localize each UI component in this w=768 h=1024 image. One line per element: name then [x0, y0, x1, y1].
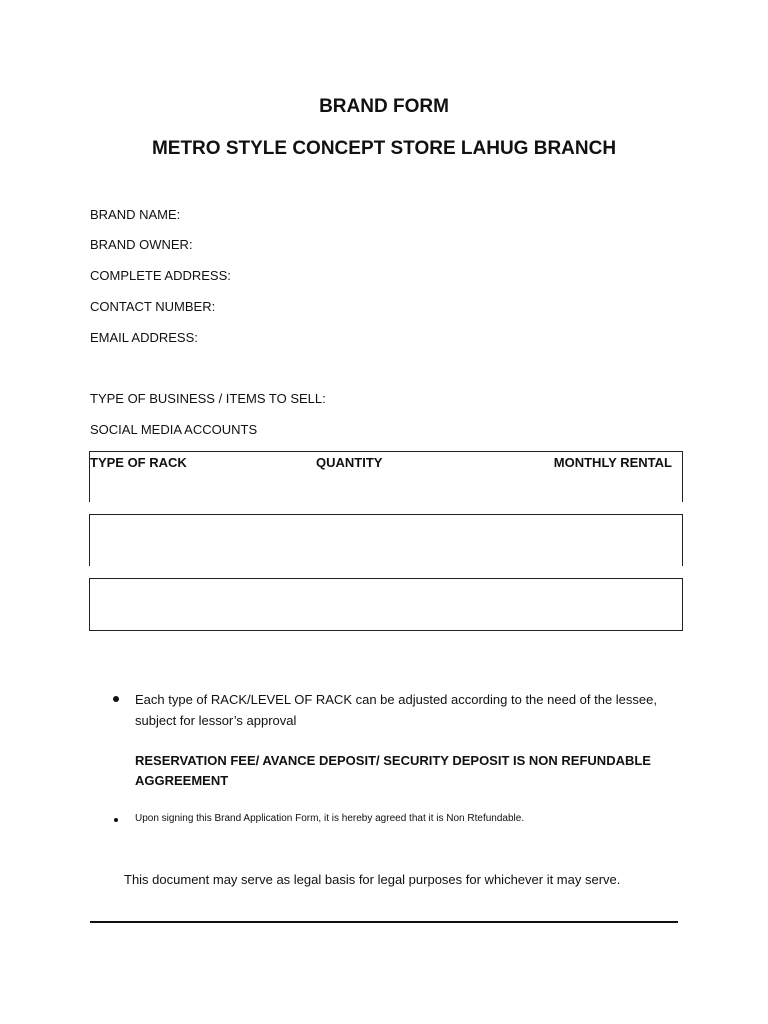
rack-table-row[interactable] — [89, 578, 683, 631]
rack-adjustment-note: Each type of RACK/LEVEL OF RACK can be adjusted according to the need of the lessee, subject for lessor’s approval — [135, 692, 657, 728]
brand-name-field: BRAND NAME: — [90, 207, 181, 222]
column-header-quantity: QUANTITY — [316, 455, 383, 470]
brand-owner-field: BRAND OWNER: — [90, 237, 193, 252]
contact-number-field: CONTACT NUMBER: — [90, 299, 216, 314]
social-media-accounts-field: SOCIAL MEDIA ACCOUNTS — [90, 422, 258, 437]
signing-agreement-note: Upon signing this Brand Application Form, it is hereby agreed that it is Non Rtefundable. — [135, 813, 525, 824]
non-refundable-notice: RESERVATION FEE/ AVANCE DEPOSIT/ SECURITY DEPOSIT IS NON REFUNDABLE AGGREEMENT — [135, 753, 651, 788]
column-header-monthly-rental: MONTHLY RENTAL — [553, 455, 672, 470]
rack-table-row[interactable] — [89, 514, 683, 566]
store-branch-title: METRO STYLE CONCEPT STORE LAHUG BRANCH — [151, 138, 617, 159]
bullet-icon — [114, 818, 118, 822]
column-header-type-of-rack: TYPE OF RACK — [90, 455, 187, 470]
document-title: BRAND FORM — [319, 96, 449, 117]
type-of-business-field: TYPE OF BUSINESS / ITEMS TO SELL: — [90, 391, 326, 406]
signature-line — [90, 921, 678, 923]
email-address-field: EMAIL ADDRESS: — [90, 330, 198, 345]
complete-address-field: COMPLETE ADDRESS: — [90, 268, 231, 283]
bullet-icon — [113, 696, 119, 702]
rack-table-header — [89, 451, 683, 502]
legal-statement: This document may serve as legal basis for legal purposes for whichever it may serve. — [124, 872, 621, 887]
